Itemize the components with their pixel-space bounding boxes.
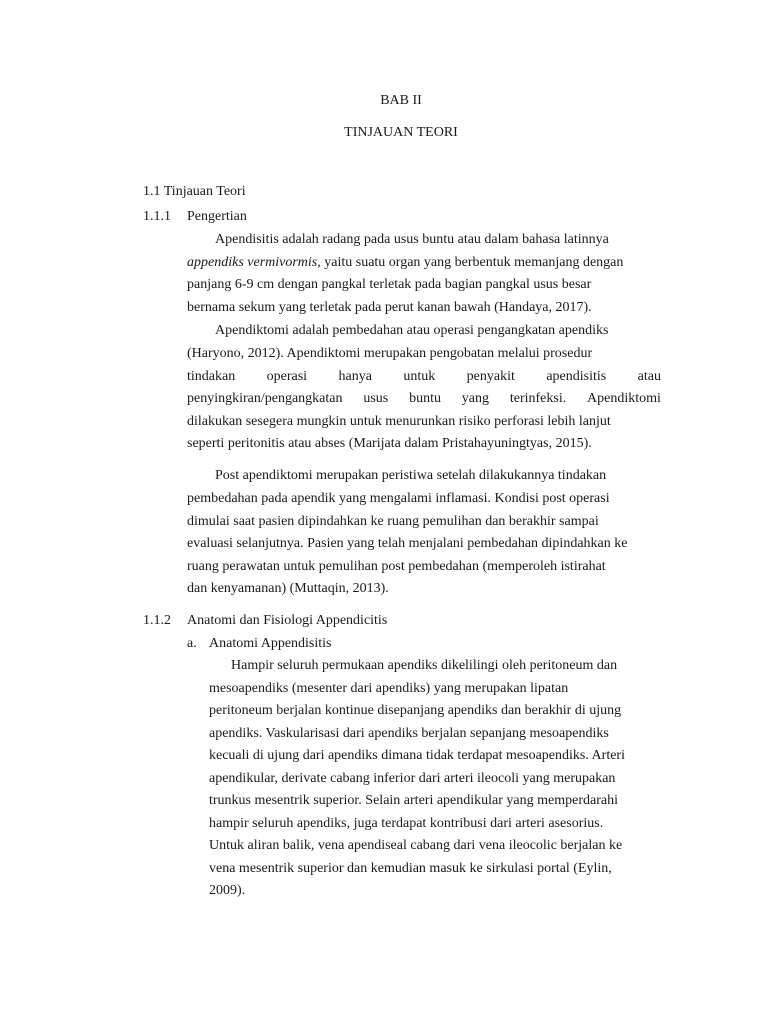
word: Apendiktomi xyxy=(587,391,661,406)
para2-justified-line xyxy=(187,390,661,408)
word: penyakit xyxy=(466,369,515,384)
chapter-heading: BAB II xyxy=(380,93,422,108)
section-heading-1-1: 1.1 Tinjauan Teori xyxy=(143,184,246,199)
word: tindakan xyxy=(187,369,236,384)
para4-line: Untuk aliran balik, vena apendiseal cabang dari vena ileocolic berjalan ke xyxy=(209,838,623,853)
list-item-title: Anatomi Appendisitis xyxy=(209,636,332,651)
word: terinfeksi. xyxy=(509,391,567,406)
chapter-title: TINJAUAN TEORI xyxy=(344,125,458,140)
word: penyingkiran/pengangkatan xyxy=(187,391,343,406)
word: hanya xyxy=(338,369,372,384)
italic-term: appendiks vermivormis, xyxy=(187,255,321,270)
para2-line: (Haryono, 2012). Apendiktomi merupakan pengobatan melalui prosedur xyxy=(187,346,593,361)
para4-line: apendiks. Vaskularisasi dari apendiks berjalan sepanjang mesoapendiks xyxy=(209,726,609,741)
para4-line: mesoapendiks (mesenter dari apendiks) yang merupakan lipatan xyxy=(209,681,569,696)
subsection-title-1-1-1: Pengertian xyxy=(187,209,247,224)
para1-line: panjang 6-9 cm dengan pangkal terletak pada bagian pangkal usus besar xyxy=(187,277,592,292)
word: operasi xyxy=(266,369,308,384)
para1-line-text: yaitu suatu organ yang berbentuk memanjang dengan xyxy=(320,255,624,270)
para3-line: evaluasi selanjutnya. Pasien yang telah menjalani pembedahan dipindahkan ke xyxy=(187,536,628,551)
word: usus xyxy=(363,391,389,406)
word: apendisitis xyxy=(546,369,607,384)
para4-line: vena mesentrik superior dan kemudian masuk ke sirkulasi portal (Eylin, xyxy=(209,861,612,876)
subsection-title-1-1-2: Anatomi dan Fisiologi Appendicitis xyxy=(187,613,388,628)
para1-line: bernama sekum yang terletak pada perut kanan bawah (Handaya, 2017). xyxy=(187,300,592,315)
para1-line xyxy=(187,254,661,272)
para4-line: Hampir seluruh permukaan apendiks dikelilingi oleh peritoneum dan xyxy=(231,658,618,673)
para3-line: dimulai saat pasien dipindahkan ke ruang pemulihan dan berakhir sampai xyxy=(187,514,599,529)
para4-line: kecuali di ujung dari apendiks dimana tidak terdapat mesoapendiks. Arteri xyxy=(209,748,625,763)
para4-line: peritoneum berjalan kontinue disepanjang apendiks dan berakhir di ujung xyxy=(209,703,622,718)
word: buntu xyxy=(409,391,441,406)
word: untuk xyxy=(403,369,436,384)
para3-line: Post apendiktomi merupakan peristiwa setelah dilakukannya tindakan xyxy=(215,468,607,483)
para2-justified-line xyxy=(187,368,661,386)
para2-line: Apendiktomi adalah pembedahan atau operasi pengangkatan apendiks xyxy=(215,323,609,338)
para2-line: seperti peritonitis atau abses (Marijata dalam Pristahayuningtyas, 2015). xyxy=(187,436,592,451)
list-letter-a: a. xyxy=(187,636,197,651)
para4-line: hampir seluruh apendiks, juga terdapat kontribusi dari arteri asesorius. xyxy=(209,816,604,831)
para4-line: apendikular, derivate cabang inferior dari arteri ileocoli yang merupakan xyxy=(209,771,616,786)
para2-line: dilakukan sesegera mungkin untuk menurunkan risiko perforasi lebih lanjut xyxy=(187,414,611,429)
para3-line: pembedahan pada apendik yang mengalami inflamasi. Kondisi post operasi xyxy=(187,491,610,506)
para3-line: ruang perawatan untuk pemulihan post pembedahan (memperoleh istirahat xyxy=(187,559,606,574)
word: atau xyxy=(637,369,661,384)
subsection-number-1-1-2: 1.1.2 xyxy=(143,613,171,628)
subsection-number-1-1-1: 1.1.1 xyxy=(143,209,171,224)
para4-line: 2009). xyxy=(209,883,246,898)
para3-line: dan kenyamanan) (Muttaqin, 2013). xyxy=(187,581,389,596)
para4-line: trunkus mesentrik superior. Selain arteri apendikular yang memperdarahi xyxy=(209,793,618,808)
para1-line: Apendisitis adalah radang pada usus buntu atau dalam bahasa latinnya xyxy=(215,232,609,247)
word: yang xyxy=(461,391,490,406)
